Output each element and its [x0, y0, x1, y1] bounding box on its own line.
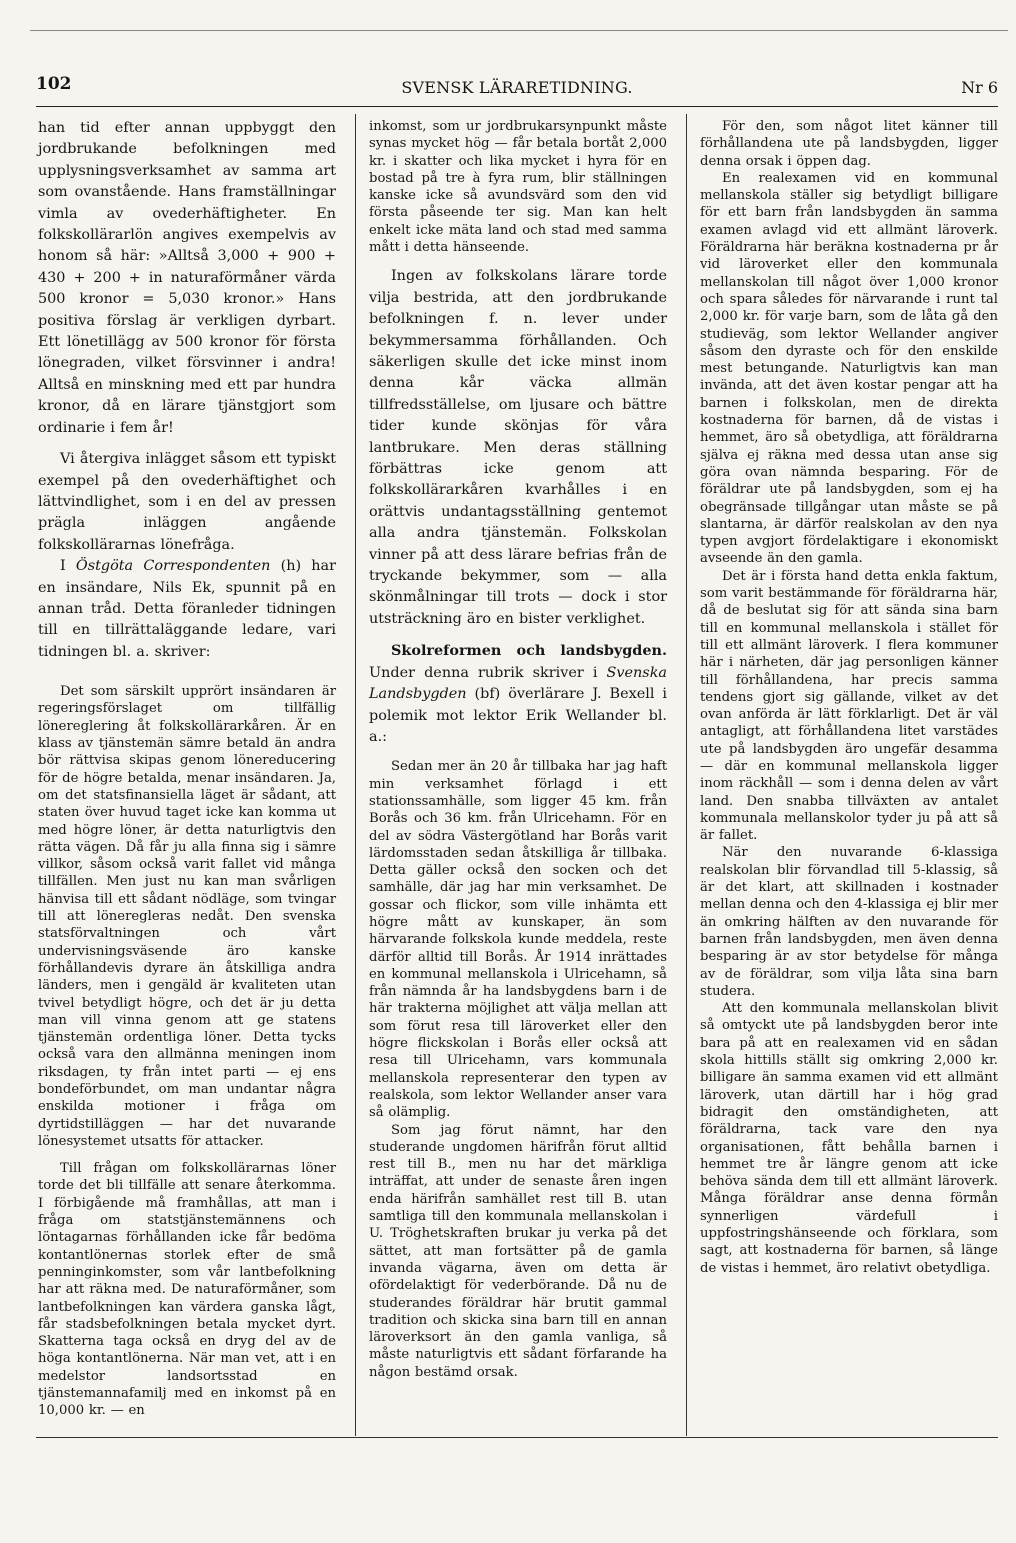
article-column-2	[369, 118, 667, 1381]
article-column-1	[38, 118, 336, 1420]
issue-number: Nr 6	[961, 78, 998, 97]
section-heading: Skolreformen och landsbygden.	[391, 642, 667, 660]
newspaper-name: Svenska Landsbygden	[369, 664, 667, 703]
text: (h) har en insändare, Nils Ek, spunnit på en annan tråd. Detta föranleder tidningen till en tillrättaläggande ledare, vari tidningen bl. a. skriver:	[38, 558, 337, 660]
quoted-paragraph: En realexamen vid en kommunal mellanskola ställer sig betydligt billigare för ett barn från landsbygden än samma examen avlagd vid ett allmänt läroverk. Föräldrarna här beräkna kostnaderna pr år vid läroverket eller den kommunala mellanskolan till något över 1,000 kronor och spara således för närvarande i runt tal 2,000 kr. för varje barn, som de låta gå den studieväg, som lektor Wellander angiver såsom den dyraste och för den enskilde mest betungande. Naturligtvis kan man invända, att det även kostar pengar att ha barnen i folkskolan, men de direkta kostnaderna för barnen, då de vistas i hemmet, äro så obetydliga, att föräldrarna själva ej räkna med dessa utan anse sig göra ovan nämnda besparing. För de föräldrar ute på landsbygden, som ej ha obegränsade tillgångar utan måste se på slantarna, är därför realskolan av den nya typen avgjort fördelaktigare i ekonomiskt avseende än den gamla.	[700, 170, 998, 567]
column-divider	[686, 114, 687, 1436]
bottom-rule	[36, 1437, 998, 1438]
quoted-paragraph: Att den kommunala mellanskolan blivit så omtyckt ute på landsbygden beror inte bara på att en realexamen vid en sådan skola hittills ställt sig omkring 2,000 kr. billigare än samma examen vid ett allmänt läroverk, utan därtill har i hög grad bidragit den omständigheten, att föräldrarna, tack vare den nya organisationen, fått behålla barnen i hemmet tre år längre genom att icke behöva sända dem till ett allmänt läroverk. Många föräldrar anse denna förmån synnerligen värdefull i uppfostringshänseende och förklara, som sagt, att kostnaderna för barnen, så länge de vistas i hemmet, äro relativt obetydliga.	[700, 1001, 998, 1276]
paragraph: Ingen av folkskolans lärare torde vilja bestrida, att den jordbrukande befolkningen f. n. lever under bekymmersamma förhållanden. Och säkerligen skulle det icke minst inom denna kår väcka allmän tillfredsställelse, om ljusare och bättre tider kunde skönjas för våra lantbrukare. Men deras ställning förbättras icke genom att folkskollärarkåren kvarhålles i en orättvis undantagsställning gentemot alla andra tjänstemän. Folkskolan vinner på att dess lärare befrias från de tryckande bekymmer, som — alla skönmålningar till trots — dock i stor utsträckning äro en bister verklighet.	[369, 268, 667, 627]
text: (bf) överlärare J. Bexell i polemik mot lektor Erik Wellander bl. a.:	[369, 686, 667, 745]
page-number: 102	[36, 74, 72, 94]
paragraph: han tid efter annan uppbyggt den jordbrukande befolkningen med upplysningsverksamhet av samma art som ovanstående. Hans framställningar vimla av ovederhäftigheter. En folkskollärarlön angives exempelvis av honom så här: »Alltså 3,000 + 900 + 430 + 200 + in naturaförmåner värda 500 kronor = 5,030 kronor.» Hans positiva förslag är verkligen dyrbart. Ett lönetillägg av 500 kronor för första lönegraden, vilket försvinner i andra! Alltså en minskning med ett par hundra kronor, då en lärare tjänstgjort som ordinarie i fem år!	[38, 120, 336, 436]
quoted-paragraph: inkomst, som ur jordbrukarsynpunkt måste synas mycket hög — får betala bortåt 2,000 kr. i skatter och lika mycket i hyra för en bostad på tre à fyra rum, blir ställningen kanske icke så avundsvärd som den vid första påseende ter sig. Man kan helt enkelt icke mäta land och stad med samma mått i detta hänseende.	[369, 119, 667, 256]
page-header	[36, 66, 998, 107]
quoted-paragraph: Det är i första hand detta enkla faktum, som varit bestämmande för föräldrarna här, då de beslutat sig för att sända sina barn till en kommunal mellanskola i stället för till ett allmänt läroverk. I flera kommuner här i närheten, där jag personligen känner till förhållandena, har precis samma tendens gjort sig gällande, vilket av det ovan anförda är lätt förklarligt. Det är väl antagligt, att förhållandena litet varstädes ute på landsbygden äro ungefär desamma — där en kommunal mellanskola ligger inom räckhåll — som i denna delen av vårt land. Den snabba tillväxten av antalet kommunala mellanskolor tyder ju på att så är fallet.	[700, 568, 998, 844]
quoted-paragraph: När den nuvarande 6-klassiga realskolan blir förvandlad till 5-klassig, så är det klart, att skillnaden i kostnader mellan denna och den 4-klassiga ej blir mer än omkring hälften av den nuvarande för barnen från landsbygden, men även denna besparing är av stor betydelse för många av de föräldrar, som vilja låta sina barn studera.	[700, 845, 998, 999]
section-paragraph	[369, 640, 667, 748]
quoted-paragraph: För den, som något litet känner till förhållandena ute på landsbygden, ligger denna orsak i öppen dag.	[700, 119, 998, 169]
quoted-paragraph: Sedan mer än 20 år tillbaka har jag haft min verksamhet förlagd i ett stationssamhälle, som ligger 45 km. från Borås och 36 km. från Ulricehamn. För en del av södra Västergötland har Borås varit lärdomsstaden sedan åtskilliga år tillbaka. Detta gäller också den socken och det samhälle, där jag har min verksamhet. De gossar och flickor, som ville inhämta ett högre mått av kunskaper, än som härvarande folkskola kunde meddela, reste därför alltid till Borås. År 1914 inrättades en kommunal mellanskola i Ulricehamn, så från nämnda år ha landsbygdens barn i de här trakterna möjlighet att välja mellan att som förut resa till läroverket eller den högre flickskolan i Borås eller också att resa till Ulricehamn, vars kommunala mellanskola representerar den typen av realskola, som lektor Wellander anser vara så olämplig.	[369, 759, 667, 1121]
text: Under denna rubrik skriver i	[369, 664, 607, 681]
quoted-paragraph: Det som särskilt upprört insändaren är regeringsförslaget om tillfällig lönereglering åt folkskollärarkåren. Är en klass av tjänstemän sämre betald än andra bör rättvisa skipas genom lönereducering för de högre betalda, menar insändaren. Ja, om det statsfinansiella läget är sådant, att staten över huvud taget icke kan komma ut med högre löner, är detta naturligtvis den rätta vägen. Då får ju alla finna sig i sämre villkor, såsom också varit fallet vid många tillfällen. Men just nu kan man svårligen hänvisa till ett sådant nödläge, som tvingar till att löneregleras nedåt. Den svenska statsförvaltningen och vårt undervisningsväsende äro kanske förhållandevis dyrare än åtskilliga andra länders, men i gengäld är kvaliteten utan tvivel betydligt högre, och det är ju detta man vill vinna genom att ge statens tjänstemän ordentliga löner. Detta tycks också vara den allmänna meningen inom riksdagen, ty från intet parti — ej ens bondeförbundet, om man undantar några enskilda motioner i fråga om dyrtidstilläggen — har det nuvarande lönesystemet utsatts för attacker.	[38, 684, 336, 1149]
text: I	[60, 558, 76, 575]
paragraph	[38, 556, 336, 663]
quoted-paragraph: Som jag förut nämnt, har den studerande ungdomen härifrån förut alltid rest till B., men nu har det märkliga inträffat, att under de senaste åren ingen enda härifrån samhället rest till B. utan samtliga till den kommunala mellanskolan i U. Tröghetskraften brukar ju verka på det sättet, att man fortsätter på de gamla invanda vägarna, även om detta är ofördelaktigt för vederbörande. Då nu de studerandes föräldrar här brutit gammal tradition och skicka sina barn till en annan läroverksort än den gamla vanliga, så måste naturligtvis ett sådant förfarande ha någon bestämd orsak.	[369, 1122, 667, 1380]
paragraph: Vi återgiva inlägget såsom ett typiskt exempel på den ovederhäftighet och lättvindlighet, som i en del av pressen prägla inläggen angående folkskollärarnas lönefråga.	[38, 451, 336, 553]
quoted-paragraph: Till frågan om folkskollärarnas löner torde det bli tillfälle att senare återkomma. I förbigående må framhållas, att man i fråga om statstjänstemännens och löntagarnas förhållanden icke får bedöma kontantlönernas storlek efter de små penninginkomster, som vår lantbefolkning har att räkna med. De naturaförmåner, som lantbefolkningen kan värdera ganska lågt, får stadsbefolkningen betala mycket dyrt. Skatterna taga också en dryg del av de höga kontantlönerna. När man vet, att i en medelstor landsortsstad en tjänstemannafamilj med en inkomst på en 10,000 kr. — en	[38, 1161, 336, 1419]
column-divider	[355, 114, 356, 1436]
article-column-3	[700, 118, 998, 1277]
top-rule	[30, 30, 1008, 31]
newspaper-name: Östgöta Correspondenten	[75, 558, 271, 575]
newspaper-title: SVENSK LÄRARETIDNING.	[401, 78, 633, 97]
